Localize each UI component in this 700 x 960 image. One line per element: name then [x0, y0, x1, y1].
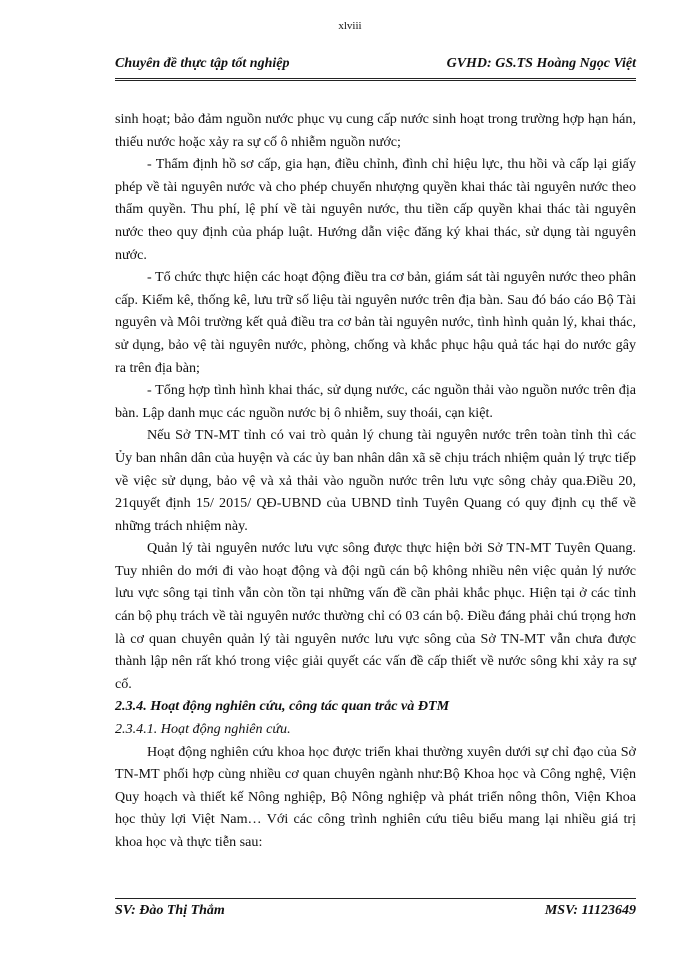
paragraph-4: - Tổng hợp tình hình khai thác, sử dụng nước, các nguồn thải vào nguồn nước trên địa bàn. Lập danh mục các nguồn nước bị ô nhiễm, suy thoái, cạn kiệt.	[115, 382, 636, 421]
footer-student: SV: Đào Thị Thắm	[115, 903, 225, 918]
paragraph-5: Nếu Sở TN-MT tỉnh có vai trò quản lý chung tài nguyên nước trên toàn tỉnh thì các Ủy ban nhân dân của huyện và các ủy ban nhân dân xã sẽ chịu trách nhiệm quản lý trực tiếp về việc sử dụng, bảo vệ và xả thải vào nguồn nước trên lưu vực sông chảy qua.Điều 20, 21quyết định 15/ 2015/ QĐ-UBND của UBND tỉnh Tuyên Quang có quy định cụ thể về những trách nhiệm này.	[115, 427, 636, 534]
page-number: xlviii	[338, 20, 362, 32]
header-title: Chuyên đề thực tập tốt nghiệp	[115, 56, 290, 71]
subsection-heading: 2.3.4.1. Hoạt động nghiên cứu.	[115, 721, 291, 738]
document-body	[115, 108, 636, 854]
footer-student-id: MSV: 11123649	[544, 903, 636, 918]
page-header	[115, 56, 636, 81]
page-footer	[115, 898, 636, 923]
paragraph-6: Quản lý tài nguyên nước lưu vực sông được thực hiện bởi Sở TN-MT Tuyên Quang. Tuy nhiên do mới đi vào hoạt động và đội ngũ cán bộ không nhiều nên việc quản lý nước lưu vực sông tại tỉnh vẫn còn tồn tại những vấn đề cần phải khắc phục. Hiện tại ở các tỉnh cán bộ phụ trách về tài nguyên nước thường chỉ có 03 cán bộ. Điều đáng phải chú trọng hơn là cơ quan chuyên quản lý tài nguyên nước lưu vực sông của Sở TN-MT vẫn chưa được thành lập nên rất khó trong việc giải quyết các vấn đề cấp thiết về nước sông khi xảy ra sự cố.	[115, 540, 636, 692]
paragraph-2: - Thẩm định hồ sơ cấp, gia hạn, điều chỉnh, đình chỉ hiệu lực, thu hồi và cấp lại giấy phép về tài nguyên nước và cho phép chuyển nhượng quyền khai thác tài nguyên nước theo thẩm quyền. Thu phí, lệ phí về tài nguyên nước, thu tiền cấp quyền khai thác tài nguyên nước theo quy định của pháp luật. Hướng dẫn việc đăng ký khai thác, sử dụng tài nguyên nước.	[115, 156, 636, 263]
paragraph-3: - Tổ chức thực hiện các hoạt động điều tra cơ bản, giám sát tài nguyên nước theo phân cấp. Kiểm kê, thống kê, lưu trữ số liệu tài nguyên nước trên địa bàn. Sau đó báo cáo Bộ Tài nguyên và Môi trường kết quả điều tra cơ bản tài nguyên nước, tình hình quản lý, khai thác, sử dụng, bảo vệ tài nguyên nước, phòng, chống và khắc phục hậu quả tác hại do nước gây ra trên địa bàn;	[115, 269, 636, 376]
section-heading: 2.3.4. Hoạt động nghiên cứu, công tác quan trắc và ĐTM	[115, 698, 450, 715]
paragraph-final: Hoạt động nghiên cứu khoa học được triển khai thường xuyên dưới sự chỉ đạo của Sở TN-MT phối hợp cùng nhiều cơ quan chuyên ngành như:Bộ Khoa học và Công nghệ, Viện Quy hoạch và thiết kế Nông nghiệp, Bộ Nông nghiệp và phát triển nông thôn, Viện Khoa học thủy lợi Việt Nam… Với các công trình nghiên cứu tiêu biểu mang lại nhiều giá trị khoa học và thực tiễn sau:	[115, 743, 636, 850]
header-advisor: GVHD: GS.TS Hoàng Ngọc Việt	[446, 56, 636, 71]
paragraph-1: sinh hoạt; bảo đảm nguồn nước phục vụ cung cấp nước sinh hoạt trong trường hợp hạn hán, thiếu nước hoặc xảy ra sự cố ô nhiễm nguồn nước;	[115, 111, 636, 150]
